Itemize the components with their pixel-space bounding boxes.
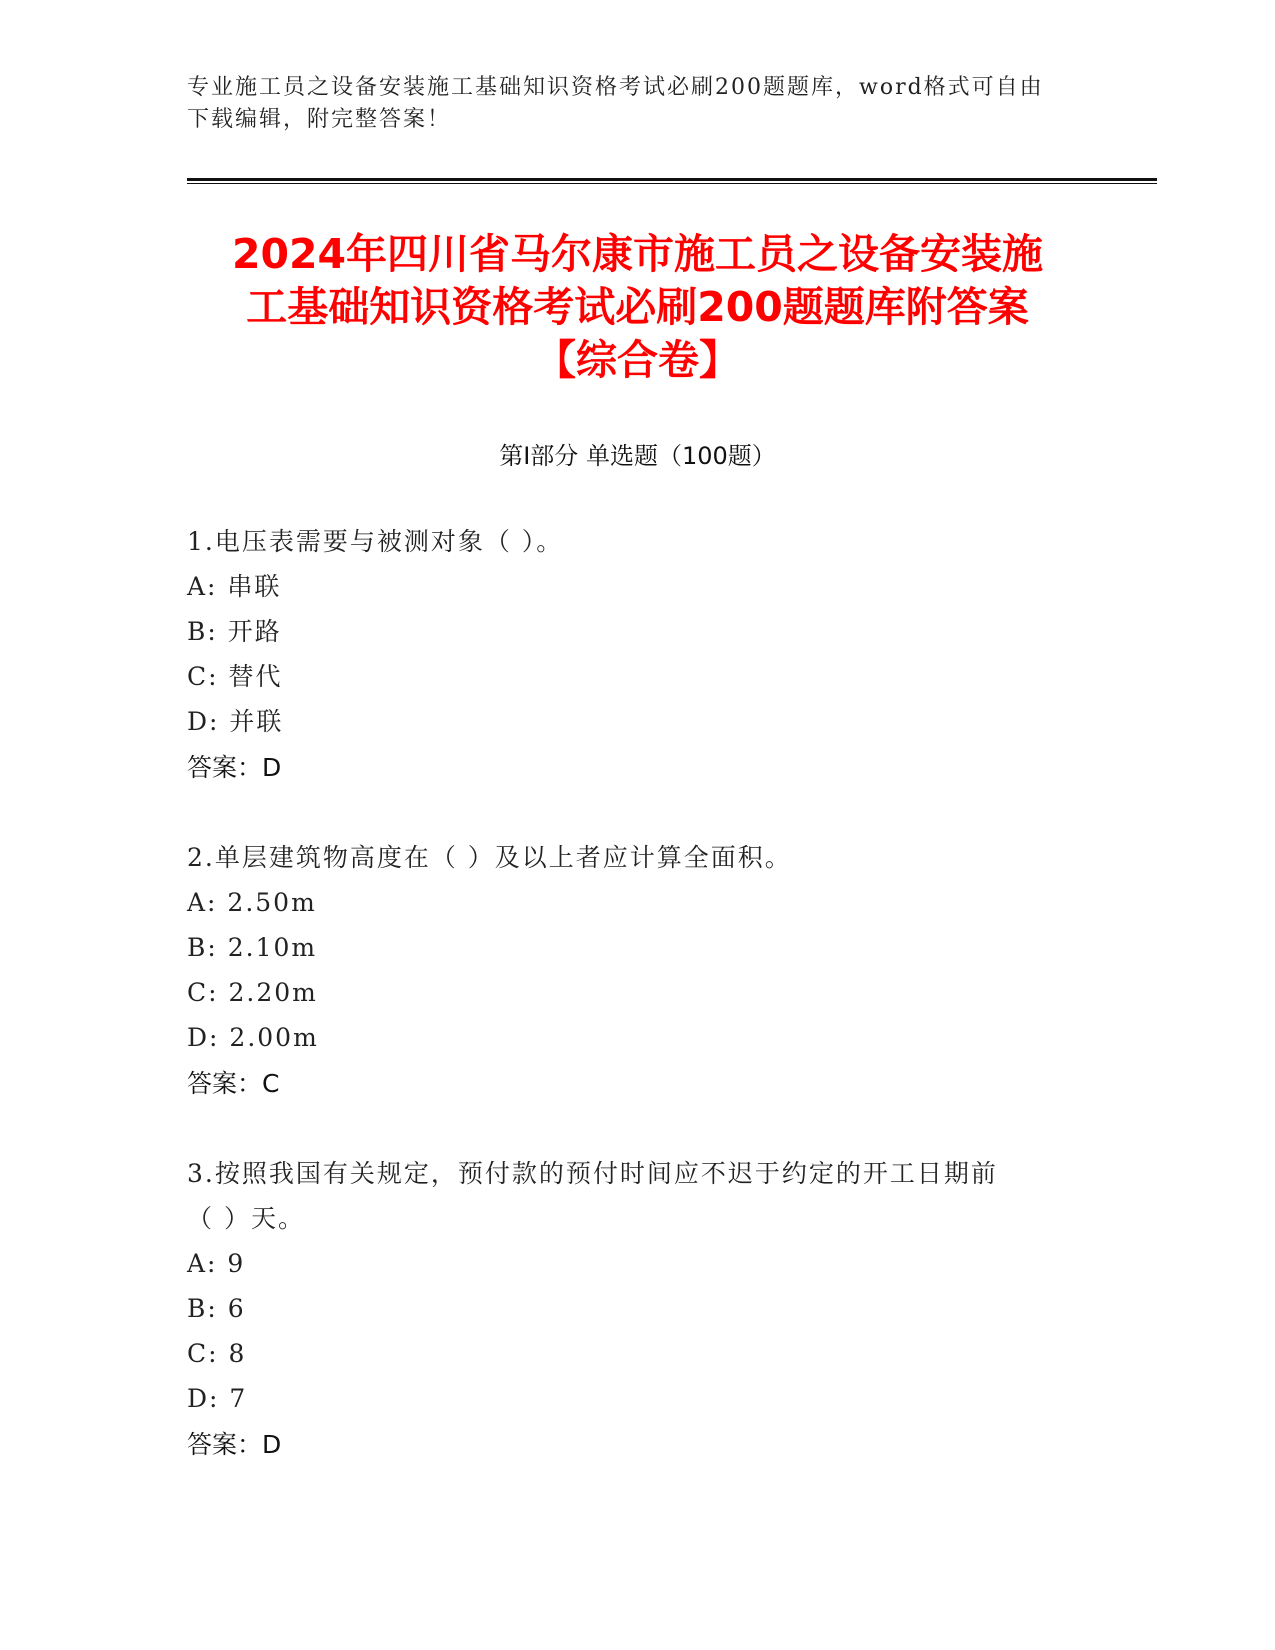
question-3-option-b: B: 6 bbox=[187, 1294, 246, 1323]
question-3-option-c: C: 8 bbox=[187, 1339, 247, 1368]
question-1-option-a: A: 串联 bbox=[187, 572, 282, 601]
document-title-line-1: 2024年四川省马尔康市施工员之设备安装施 bbox=[231, 230, 1044, 278]
question-3-option-d: D: 7 bbox=[187, 1384, 248, 1413]
header-note-line-1: 专业施工员之设备安装施工基础知识资格考试必刷200题题库，word格式可自由 bbox=[187, 75, 1044, 100]
question-2-option-b: B: 2.10m bbox=[187, 933, 318, 962]
document-title-line-2: 工基础知识资格考试必刷200题题库附答案 bbox=[246, 283, 1029, 331]
question-2-answer: 答案：C bbox=[187, 1069, 280, 1098]
question-3-answer: 答案：D bbox=[187, 1430, 282, 1459]
question-2-option-a: A: 2.50m bbox=[187, 888, 317, 917]
question-3-stem-line-2: （ ）天。 bbox=[187, 1204, 305, 1233]
question-1-option-d: D: 并联 bbox=[187, 707, 284, 736]
document-title bbox=[160, 228, 1115, 387]
header-note-line-2: 下载编辑，附完整答案！ bbox=[187, 107, 452, 132]
section-title: 第Ⅰ部分 单选题（100题） bbox=[499, 442, 776, 470]
question-1-answer: 答案：D bbox=[187, 753, 282, 782]
question-2-option-d: D: 2.00m bbox=[187, 1023, 319, 1052]
question-1-option-b: B: 开路 bbox=[187, 617, 282, 646]
question-1-stem: 1.电压表需要与被测对象（ ）。 bbox=[187, 527, 564, 556]
document-title-line-3: 【综合卷】 bbox=[535, 336, 740, 384]
header-divider-thick bbox=[187, 178, 1157, 181]
question-3-option-a: A: 9 bbox=[187, 1249, 246, 1278]
question-3-stem-line-1: 3.按照我国有关规定，预付款的预付时间应不迟于约定的开工日期前 bbox=[187, 1159, 998, 1188]
question-2-option-c: C: 2.20m bbox=[187, 978, 318, 1007]
header-note bbox=[187, 72, 1087, 136]
question-2-stem: 2.单层建筑物高度在（ ）及以上者应计算全面积。 bbox=[187, 843, 792, 872]
question-1-option-c: C: 替代 bbox=[187, 662, 283, 691]
header-divider-thin bbox=[187, 183, 1157, 184]
